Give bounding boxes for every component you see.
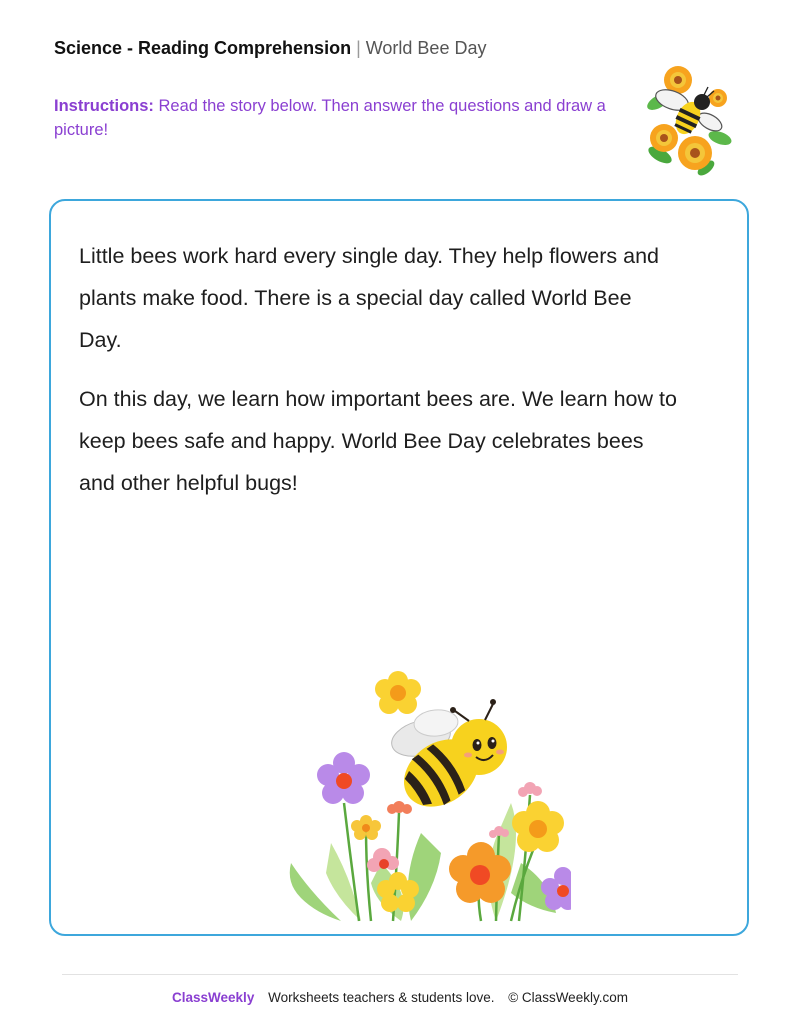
footer-copyright: © ClassWeekly.com [508, 990, 628, 1005]
footer-tagline: Worksheets teachers & students love. [268, 990, 495, 1005]
footer-divider [62, 974, 738, 975]
header-separator: | [356, 38, 361, 58]
worksheet-title: Science - Reading Comprehension [54, 38, 352, 58]
footer-brand: ClassWeekly [172, 990, 255, 1005]
worksheet-subtitle: World Bee Day [365, 38, 487, 58]
footer [0, 990, 800, 1005]
story-text [79, 235, 679, 521]
instructions-text: Read the story below. Then answer the questions and draw a picture! [54, 97, 606, 139]
story-box [49, 199, 749, 936]
bee-garden-illustration [271, 663, 571, 925]
corner-bee-flower-illustration [640, 60, 735, 185]
instructions-label: Instructions: [54, 97, 154, 115]
worksheet-header [54, 38, 486, 59]
story-paragraph: On this day, we learn how important bees are. We learn how to keep bees safe and happy. World Bee Day celebrates bees and other helpful bugs! [79, 387, 677, 495]
story-paragraph: Little bees work hard every single day. They help flowers and plants make food. There is a special day called World Bee Day. [79, 244, 660, 352]
instructions [54, 94, 614, 142]
